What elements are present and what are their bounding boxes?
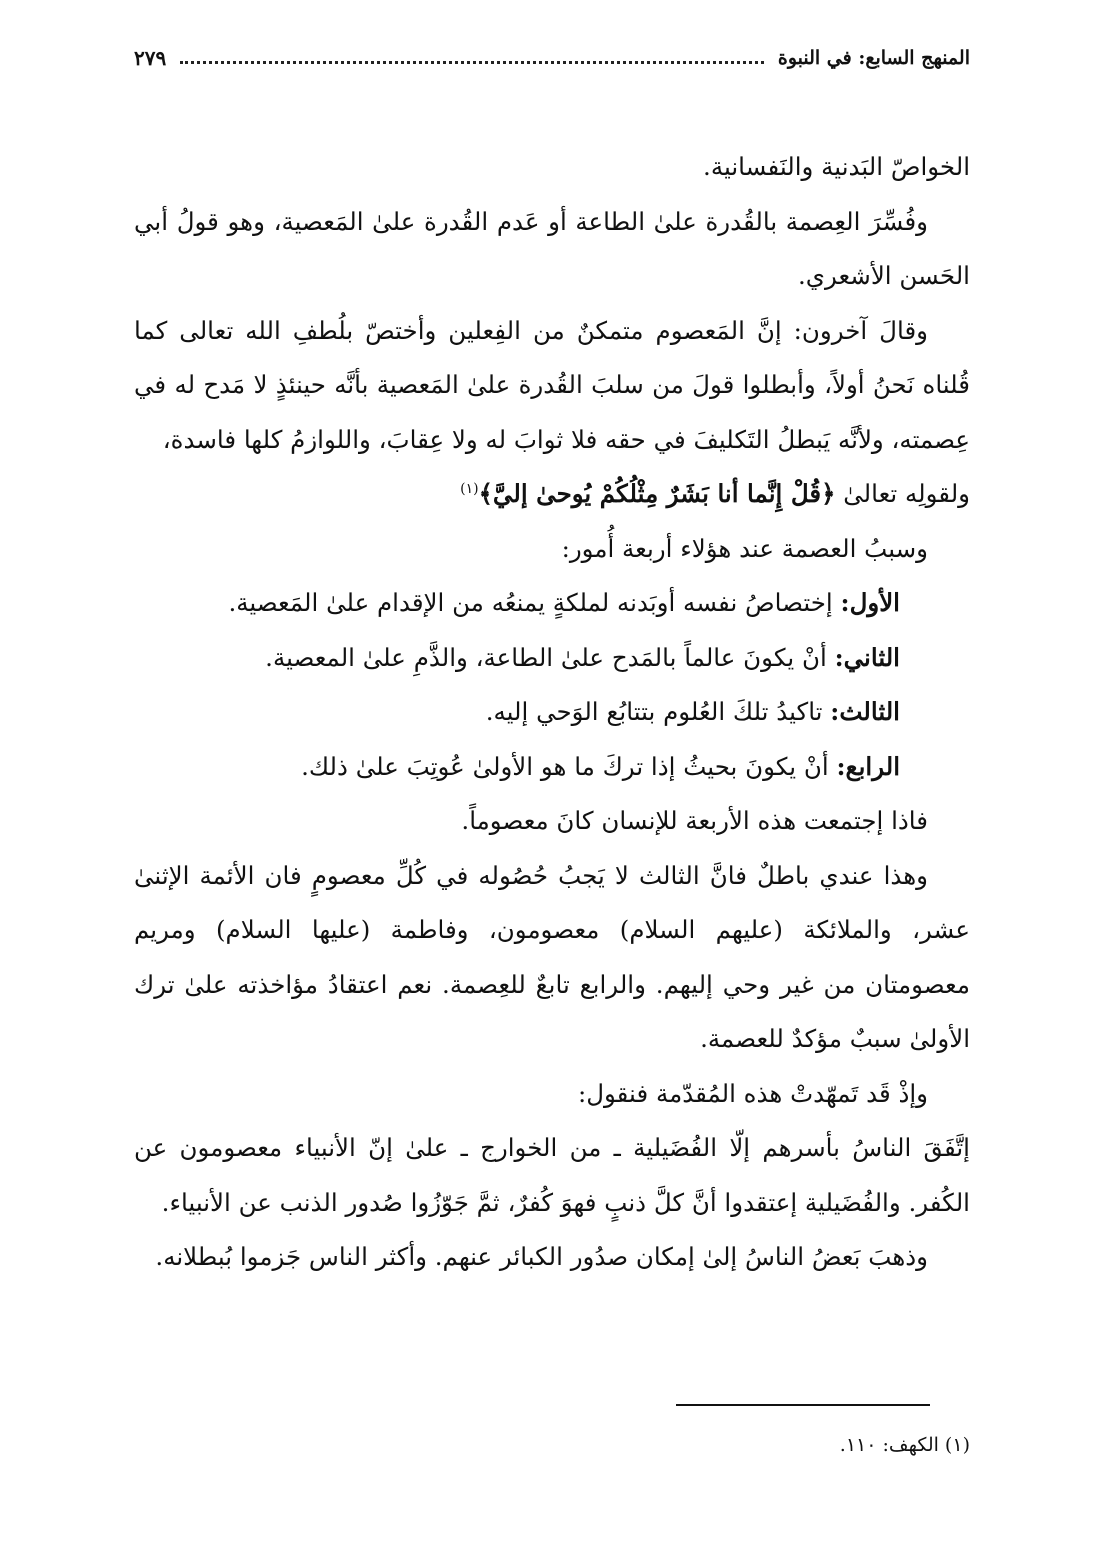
list-item — [134, 576, 970, 631]
list-item — [134, 631, 970, 686]
list-item — [134, 740, 970, 795]
paragraph: وإذْ قَد تَمهّدتْ هذه المُقدّمة فنقول: — [577, 1078, 928, 1108]
paragraph: وفُسِّرَ العِصمة بالقُدرة علىٰ الطاعة أو عَدم القُدرة علىٰ المَعصية، وهو قولُ أبي الحَسن الأشعري. — [134, 206, 970, 290]
item-label: الأول: — [840, 588, 900, 617]
footnote: (١) الكهف: ١١٠. — [839, 1434, 970, 1456]
page-number: ٢٧٩ — [134, 46, 167, 70]
paragraph: وذهبَ بَعضُ الناسُ إلىٰ إمكان صدُور الكبائر عنهم. وأكثر الناس جَزموا بُبطلانه. — [155, 1242, 928, 1271]
item-label: الرابع: — [836, 751, 900, 781]
paragraph-quran — [134, 467, 970, 522]
paragraph: إتَّفَقَ الناسُ بأسرهم إلّا الفُضَيلية ـ من الخوارج ـ علىٰ إنّ الأنبياء معصومون عن الكُفر. والفُضَيلية إعتقدوا أنَّ كلَّ ذنبٍ فهوَ كُفرٌ، ثمَّ جَوّزُوا صُدور الذنب عن الأنبياء. — [134, 1133, 970, 1217]
item-label: الثاني: — [834, 642, 900, 672]
paragraph: فاذا إجتمعت هذه الأربعة للإنسان كانَ معصوماً. — [461, 806, 928, 835]
item-text: إختصاصُ نفسه أوبَدنه لملكةٍ يمنعُه من الإقدام علىٰ المَعصية. — [228, 588, 833, 617]
chapter-title: المنهج السابع: في النبوة — [777, 47, 970, 69]
paragraph: وهذا عندي باطلٌ فانَّ الثالث لا يَجبُ حُصُوله في كُلِّ معصومٍ فان الأئمة الإثنىٰ عشر، والملائكة (عليهم السلام) معصومون، وفاطمة (عليها السلام) ومريم معصومتان من غير وحي إليهم. والرابع تابعٌ للعِصمة. نعم اعتقادُ مؤاخذته علىٰ ترك الأولىٰ سببٌ مؤكدٌ للعصمة. — [134, 860, 970, 1053]
item-text: أنْ يكونَ بحيثُ إذا تركَ ما هو الأولىٰ عُوتِبَ علىٰ ذلك. — [301, 751, 829, 781]
page-header — [134, 38, 970, 78]
leader-dots — [180, 61, 764, 64]
footnote-reference[interactable]: (١) — [460, 480, 479, 497]
footnote-divider — [676, 1404, 930, 1406]
item-label: الثالث: — [830, 697, 900, 726]
paragraph: وقالَ آخرون: إنَّ المَعصوم متمكنٌ من الفِعلين وأختصّ بلُطفِ الله تعالى كما قُلناه نَحنُ أولاً، وأبطلوا قولَ من سلبَ القُدرة علىٰ المَعصية بأنَّه حينئذٍ لا مَدح له في عِصمته، ولأنَّه يَبطلُ التَكليفَ في حقه فلا ثوابَ له ولا عِقابَ، واللوازمُ كلها فاسدة، — [134, 315, 970, 454]
list-item — [134, 685, 970, 740]
quran-verse: ﴿قُلْ إِنَّما أنا بَشَرٌ مِثْلُكُمْ يُوحىٰ إليَّ﴾ — [478, 479, 836, 508]
quran-intro: ولقولِه تعالىٰ — [843, 479, 970, 508]
item-text: أنْ يكونَ عالماً بالمَدح علىٰ الطاعة، والذَّمِ علىٰ المعصية. — [265, 642, 827, 672]
paragraph: الخواصّ البَدنية والنَفسانية. — [703, 152, 970, 181]
main-text — [134, 140, 970, 1285]
item-text: تاكيدُ تلكَ العُلوم بتتابُع الوَحي إليه. — [485, 697, 823, 726]
paragraph: وسببُ العصمة عند هؤلاء أربعة أُمور: — [561, 533, 928, 563]
